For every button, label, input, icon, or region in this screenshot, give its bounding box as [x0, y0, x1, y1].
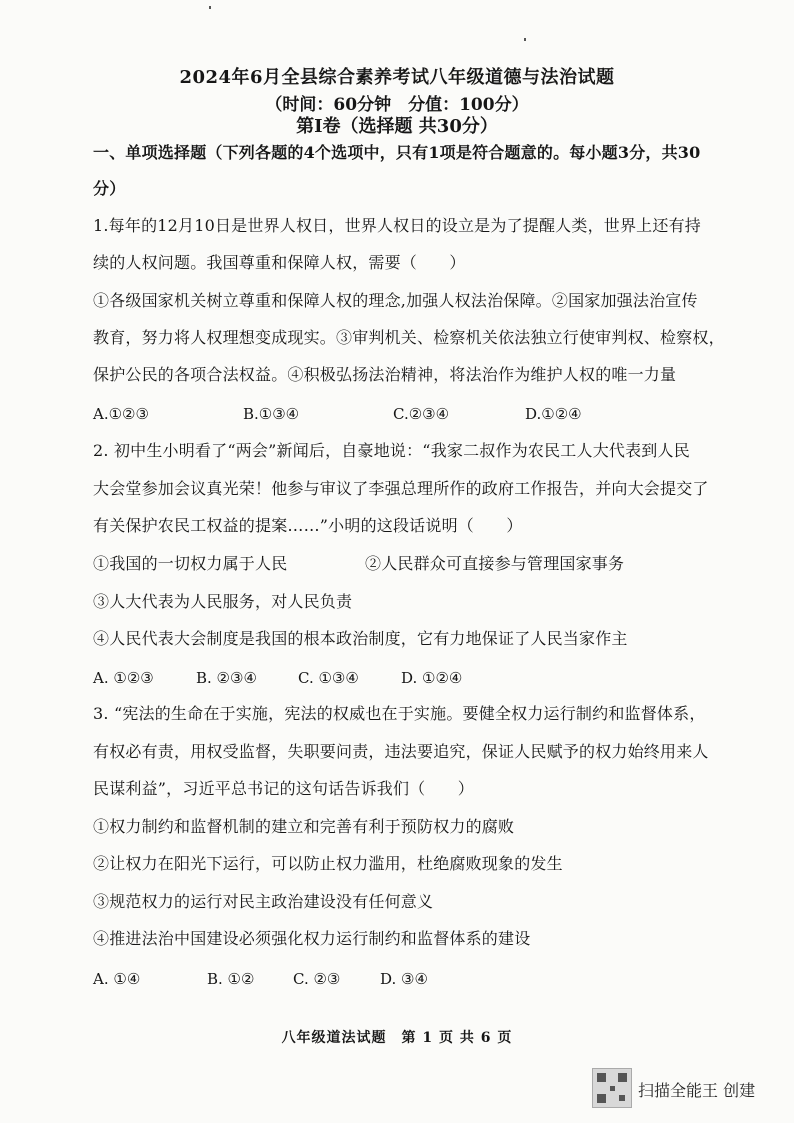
q1-statement-line-3: 保护公民的各项合法权益。④积极弘扬法治精神，将法治作为维护人权的唯一力量	[93, 365, 677, 384]
scanner-watermark	[592, 1068, 782, 1108]
q3-stem-line-1: 3. “宪法的生命在于实施，宪法的权威也在于实施。要健全权力运行制约和监督体系，	[93, 704, 706, 723]
section-title: 第Ⅰ卷（选择题 共30分）	[296, 116, 498, 137]
scan-speck	[209, 6, 211, 9]
q3-statement-3: ③规范权力的运行对民主政治建设没有任何意义	[93, 892, 434, 911]
q2-statement-4: ④人民代表大会制度是我国的根本政治制度，它有力地保证了人民当家作主	[93, 629, 628, 648]
q2-statement-3: ③人大代表为人民服务，对人民负责	[93, 592, 353, 611]
exam-title: 2024年6月全县综合素养考试八年级道德与法治试题	[179, 67, 615, 88]
q3-statement-1: ①权力制约和监督机制的建立和完善有利于预防权力的腐败	[93, 817, 515, 836]
q2-option-a: A. ①②③	[93, 669, 154, 687]
exam-time-score: （时间：60分钟 分值：100分）	[265, 95, 529, 115]
q3-stem-line-3: 民谋利益”，习近平总书记的这句话告诉我们（ ）	[93, 779, 474, 798]
q1-option-b: B.①③④	[243, 405, 300, 423]
q1-statement-line-1: ①各级国家机关树立尊重和保障人权的理念,加强人权法治保障。②国家加强法治宣传	[93, 291, 698, 310]
watermark-text: 扫描全能王 创建	[638, 1081, 756, 1100]
q2-option-b: B. ②③④	[196, 669, 257, 687]
q3-statement-4: ④推进法治中国建设必须强化权力运行制约和监督体系的建设	[93, 929, 531, 948]
q3-statement-2: ②让权力在阳光下运行，可以防止权力滥用，杜绝腐败现象的发生	[93, 854, 563, 873]
q2-stem-line-2: 大会堂参加会议真光荣！他参与审议了李强总理所作的政府工作报告，并向大会提交了	[93, 479, 709, 498]
q2-option-c: C. ①③④	[298, 669, 359, 687]
scan-speck	[524, 38, 526, 41]
q2-statement-1: ①我国的一切权力属于人民	[93, 554, 288, 573]
q2-stem-line-3: 有关保护农民工权益的提案……”小明的这段话说明（ ）	[93, 516, 523, 535]
q2-option-d: D. ①②④	[401, 669, 463, 687]
q2-statement-2: ②人民群众可直接参与管理国家事务	[365, 554, 625, 573]
q1-statement-line-2: 教育，努力将人权理想变成现实。③审判机关、检察机关依法独立行使审判权、检察权，	[93, 328, 725, 347]
q1-option-c: C.②③④	[393, 405, 450, 423]
q3-stem-line-2: 有权必有责，用权受监督，失职要问责，违法要追究，保证人民赋予的权力始终用来人	[93, 742, 709, 761]
qr-code-icon	[592, 1068, 632, 1108]
page-footer: 八年级道法试题 第 1 页 共 6 页	[281, 1030, 513, 1046]
q1-option-a: A.①②③	[93, 405, 149, 423]
q3-option-d: D. ③④	[380, 970, 428, 988]
q1-option-d: D.①②④	[525, 405, 582, 423]
q1-stem-line-2: 续的人权问题。我国尊重和保障人权，需要（ ）	[93, 253, 466, 272]
q3-option-b: B. ①②	[207, 970, 255, 988]
q1-stem-line-1: 1.每年的12月10日是世界人权日，世界人权日的设立是为了提醒人类，世界上还有持	[93, 216, 701, 235]
instructions-line-2: 分）	[93, 179, 126, 198]
instructions-line-1: 一、单项选择题（下列各题的4个选项中，只有1项是符合题意的。每小题3分，共30	[93, 143, 701, 162]
q3-option-a: A. ①④	[93, 970, 141, 988]
q2-stem-line-1: 2. 初中生小明看了“两会”新闻后，自豪地说：“我家二叔作为农民工人大代表到人民	[93, 441, 690, 460]
q3-option-c: C. ②③	[293, 970, 341, 988]
